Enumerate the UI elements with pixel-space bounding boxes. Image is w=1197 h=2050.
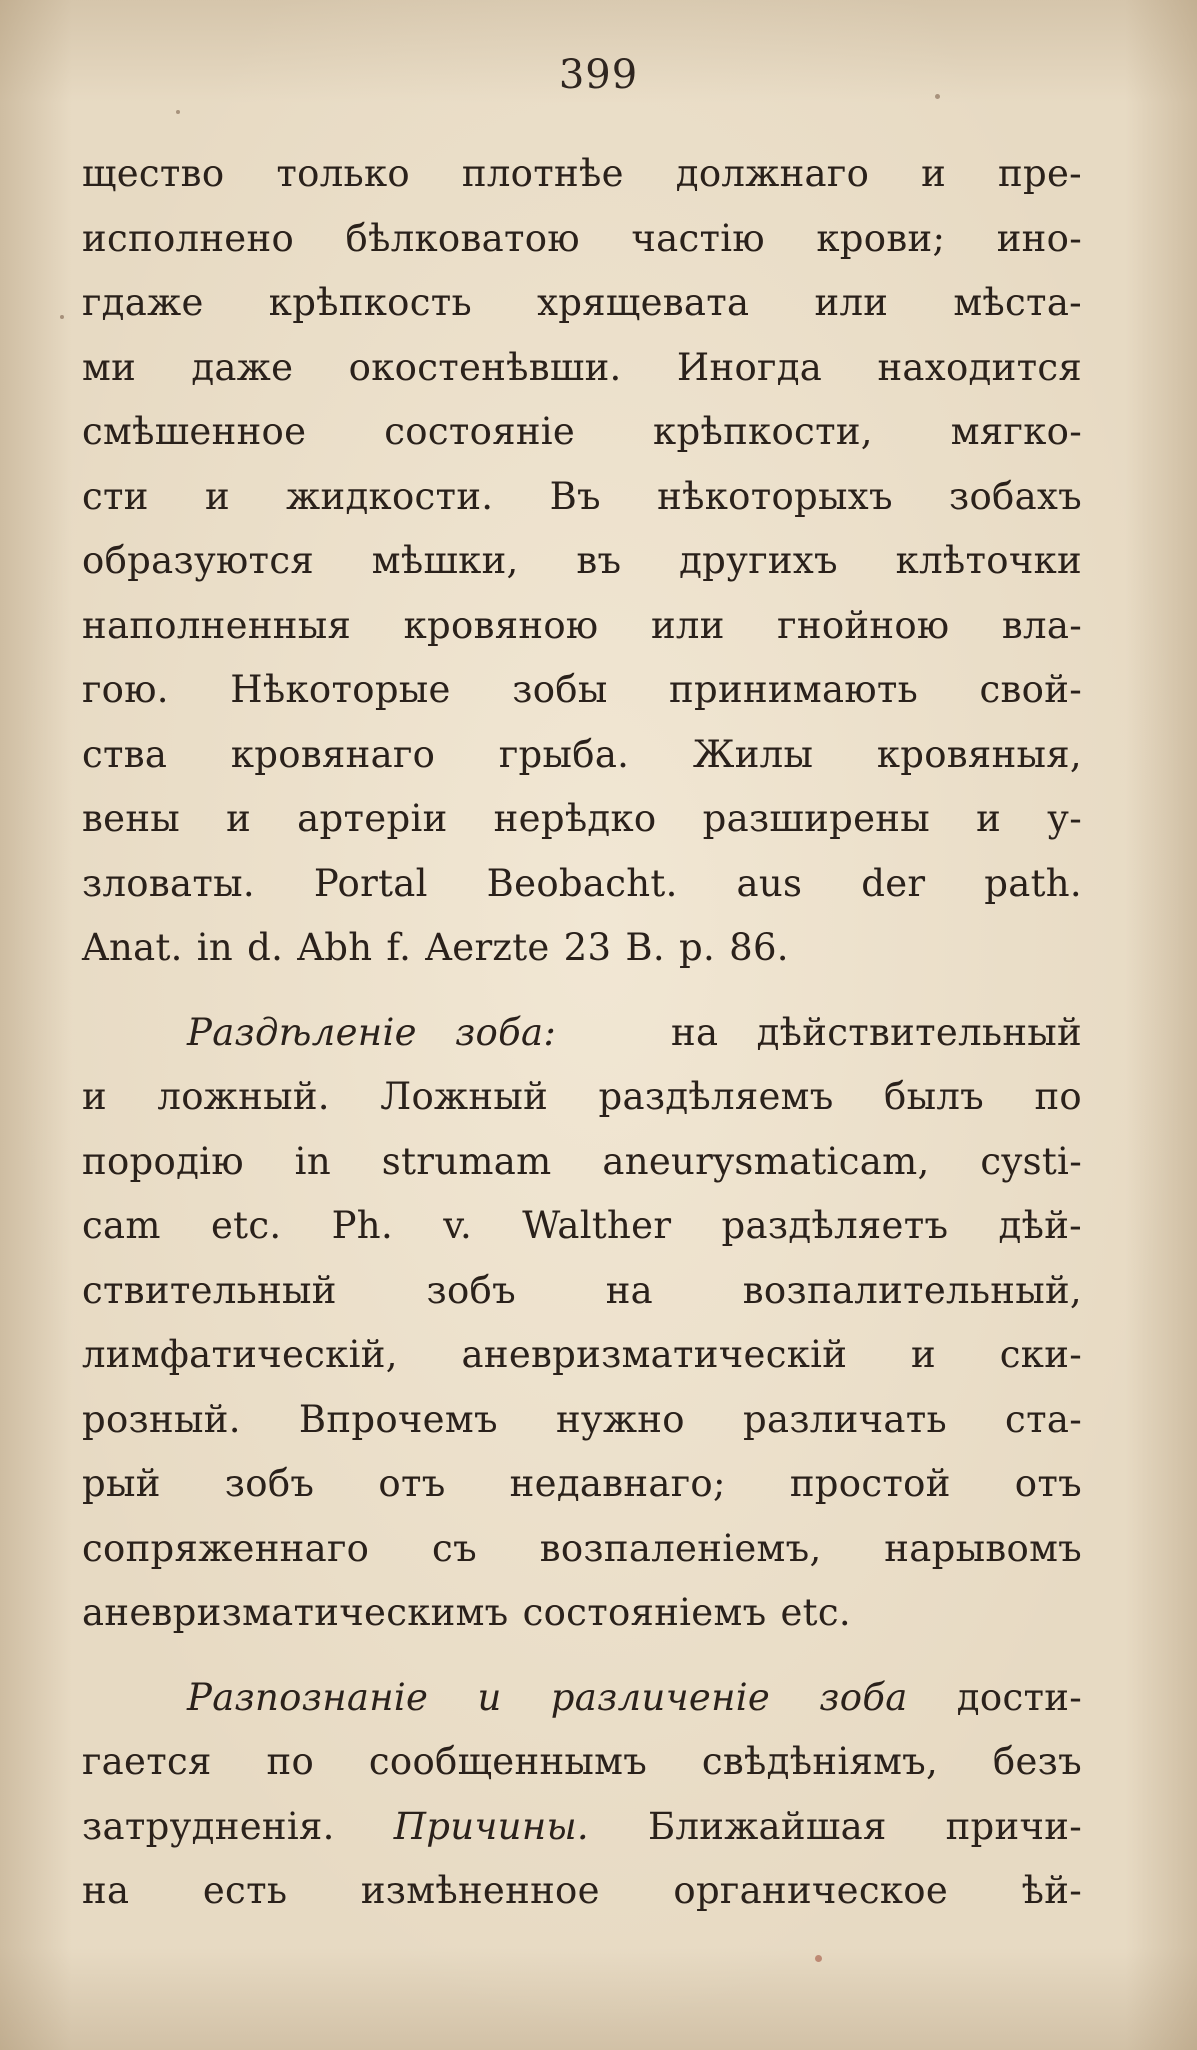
paper-speck — [176, 110, 180, 114]
text-line: Anat. in d. Abh f. Aerzte 23 B. p. 86. — [82, 926, 789, 969]
text-line — [82, 1001, 1082, 1066]
body-text — [82, 142, 1082, 1924]
text-line: вены и артеріи нерѣдко разширены и у- — [82, 797, 1082, 840]
text-line: зловаты. Portal Beobacht. aus der path. — [82, 861, 1082, 905]
text-line: рый зобъ отъ недавнаго; простой отъ — [82, 1462, 1082, 1505]
section-heading-causes: Причины. — [393, 1804, 589, 1848]
text-line: гою. Нѣкоторые зобы принимають свой- — [82, 668, 1082, 711]
text-run: Ближайшая причи- — [647, 1804, 1082, 1848]
text-run: дости- — [956, 1675, 1082, 1719]
text-line: и ложный. Ложный раздѣляемъ былъ по — [82, 1075, 1082, 1118]
text-line: исполнено бѣлковатою частію крови; ино- — [82, 216, 1082, 260]
text-line: cam etc. Ph. v. Walther раздѣляетъ дѣй- — [82, 1204, 1082, 1247]
text-line: гдаже крѣпкость хрящевата или мѣста- — [82, 281, 1082, 324]
paper-speck — [815, 1955, 822, 1962]
paragraph-2 — [82, 1001, 1082, 1646]
page-number: 399 — [558, 52, 639, 98]
text-line: розный. Впрочемъ нужно различать ста- — [82, 1397, 1082, 1441]
section-heading-division: Раздѣленіе зоба: — [187, 1010, 557, 1054]
text-line: на есть измѣненное органическое ѣй- — [82, 1869, 1082, 1912]
text-line: ства кровянаго грыба. Жилы кровяныя, — [82, 732, 1082, 776]
text-line: гается по сообщеннымъ свѣдѣніямъ, безъ — [82, 1740, 1082, 1783]
paragraph-3 — [82, 1666, 1082, 1924]
text-line: щество только плотнѣе должнаго и пре- — [82, 152, 1082, 195]
section-heading-diagnosis: Разпознаніе и различеніе зоба — [187, 1675, 908, 1719]
paragraph-gap — [82, 981, 1082, 1001]
text-line: ми даже окостенѣвши. Иногда находится — [82, 345, 1082, 389]
text-line: сопряженнаго съ возпаленіемъ, нарывомъ — [82, 1526, 1082, 1570]
text-line: породію in strumam aneurysmaticam, cysti- — [82, 1139, 1082, 1183]
paper-speck — [60, 315, 64, 319]
paper-speck — [935, 94, 940, 99]
text-line — [82, 1666, 1082, 1731]
text-line: аневризматическимъ состояніемъ etc. — [82, 1591, 851, 1634]
paragraph-gap — [82, 1646, 1082, 1666]
text-line: наполненныя кровяною или гнойною вла- — [82, 603, 1082, 647]
text-line: образуются мѣшки, въ другихъ клѣточки — [82, 539, 1082, 582]
text-line: лимфатическій, аневризматическій и ски- — [82, 1333, 1082, 1376]
text-run: на дѣйствительный — [670, 1010, 1083, 1054]
paragraph-1 — [82, 142, 1082, 981]
text-line: ствительный зобъ на возпалительный, — [82, 1268, 1082, 1312]
text-line: сти и жидкости. Въ нѣкоторыхъ зобахъ — [82, 474, 1082, 518]
text-line: смѣшенное состояніе крѣпкости, мягко- — [82, 410, 1082, 453]
text-run: затрудненія. — [82, 1804, 335, 1848]
text-line — [82, 1795, 1082, 1860]
